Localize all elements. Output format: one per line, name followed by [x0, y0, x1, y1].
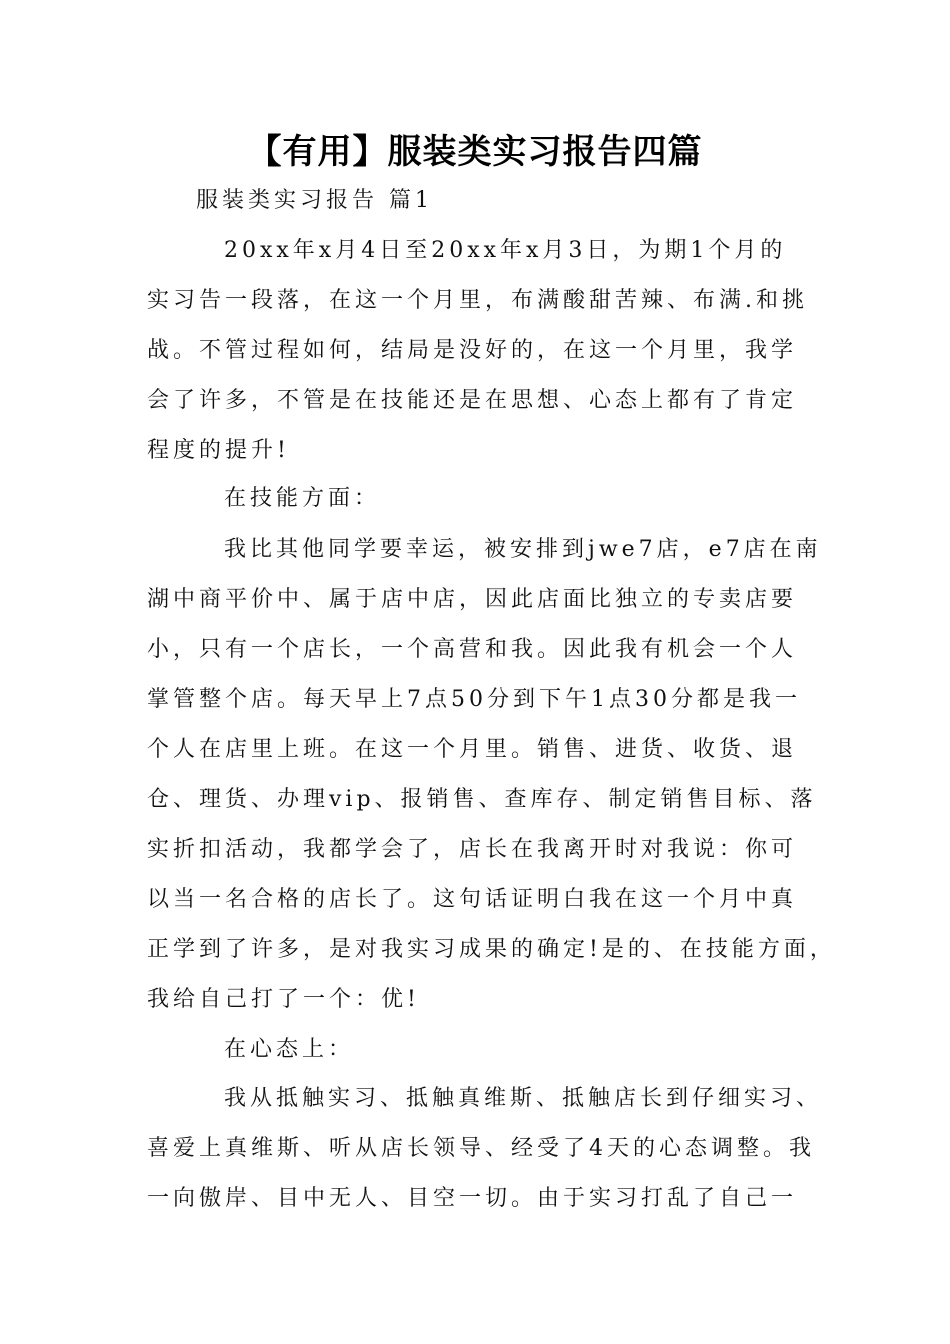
paragraph-line: 以当一名合格的店长了。这句话证明白我在这一个月中真 [147, 887, 798, 912]
paragraph-line: 战。不管过程如何，结局是没好的，在这一个月里，我学 [147, 338, 798, 363]
paragraph-line: 程度的提升! [147, 438, 290, 463]
paragraph-line: 会了许多，不管是在技能还是在思想、心态上都有了肯定 [147, 388, 798, 413]
paragraph-line: 实折扣活动，我都学会了，店长在我离开时对我说：你可 [147, 837, 798, 862]
paragraph-heading: 在技能方面： [224, 486, 381, 511]
paragraph-line: 仓、理货、办理vip、报销售、查库存、制定销售目标、落 [147, 787, 817, 812]
paragraph-line: 20xx年x月4日至20xx年x月3日，为期1个月的 [224, 238, 787, 263]
document-title: 【有用】服装类实习报告四篇 [247, 132, 703, 172]
paragraph-line: 掌管整个店。每天早上7点50分到下午1点30分都是我一 [147, 687, 801, 712]
paragraph-line: 湖中商平价中、属于店中店，因此店面比独立的专卖店要 [147, 587, 798, 612]
paragraph-line: 我给自己打了一个：优! [147, 987, 420, 1012]
paragraph-line: 正学到了许多，是对我实习成果的确定!是的、在技能方面， [147, 937, 836, 962]
section-heading: 服装类实习报告 篇1 [196, 188, 433, 213]
paragraph-heading: 在心态上： [224, 1037, 355, 1062]
paragraph-line: 我从抵触实习、抵触真维斯、抵触店长到仔细实习、 [224, 1086, 823, 1111]
paragraph-line: 个人在店里上班。在这一个月里。销售、进货、收货、退 [147, 737, 798, 762]
paragraph-line: 我比其他同学要幸运，被安排到jwe7店，e7店在南 [224, 537, 822, 562]
paragraph-line: 喜爱上真维斯、听从店长领导、经受了4天的心态调整。我 [147, 1136, 815, 1161]
paragraph-line: 实习告一段落，在这一个月里，布满酸甜苦辣、布满.和挑 [147, 288, 808, 313]
paragraph-line: 一向傲岸、目中无人、目空一切。由于实习打乱了自己一 [147, 1186, 798, 1211]
paragraph-line: 小，只有一个店长，一个高营和我。因此我有机会一个人 [147, 637, 798, 662]
